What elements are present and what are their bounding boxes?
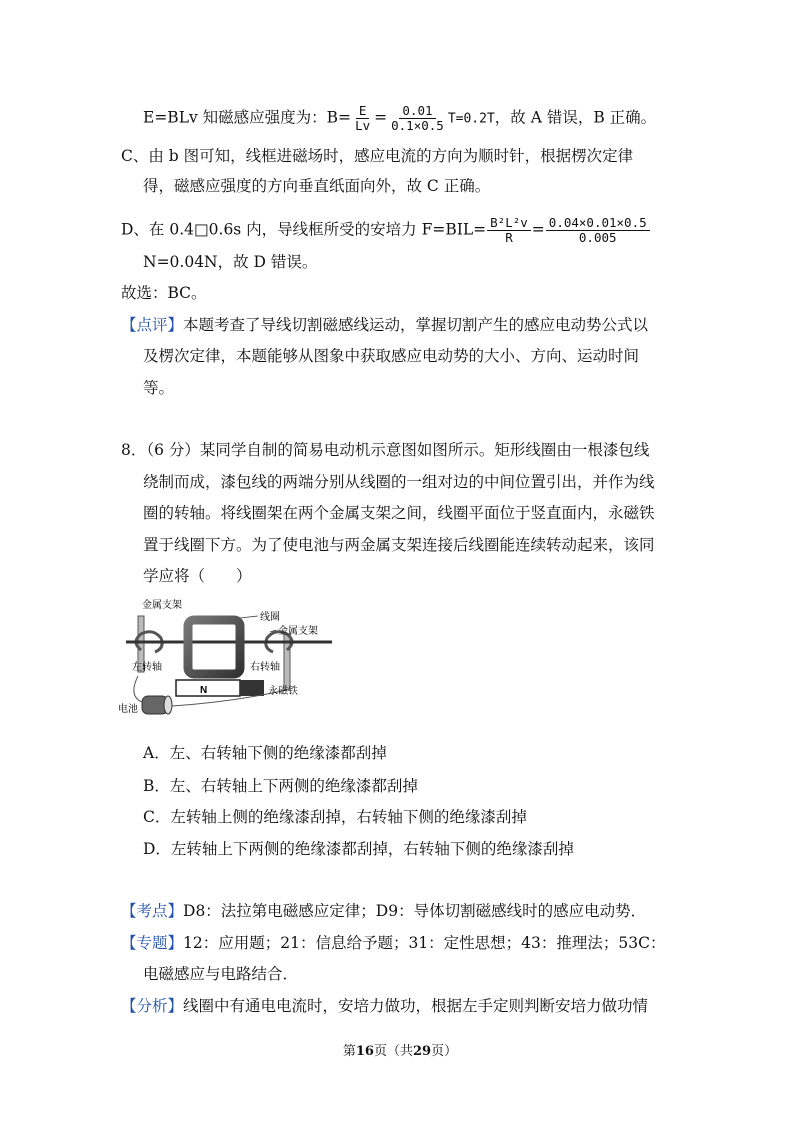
question-8-line-1: 8．（6 分）某同学自制的简易电动机示意图如图所示。矩形线圈由一根漆包线 <box>121 441 650 459</box>
page-number: 16 <box>355 1044 374 1059</box>
comment-tag: 【点评】 <box>121 316 184 334</box>
magnet-pole-label: N <box>200 685 208 696</box>
question-8-line-5: 学应将（ ） <box>143 567 252 585</box>
coil <box>188 620 240 674</box>
label-coil: 线圈 <box>260 612 280 623</box>
comment-line-2: 及楞次定律，本题能够从图象中获取感应电动势的大小、方向、运动时间 <box>143 347 640 365</box>
solution-line-d: D、在 0.4□0.6s 内，导线框所受的安培力 F=BIL= $\frac{\text{B²L²v}}{R}$ = $\frac{0.04\times 0.01\times 0.5}{0.005}$ <box>121 216 651 245</box>
label-right-axle: 右转轴 <box>250 662 280 673</box>
comment-line-3: 等。 <box>143 379 175 397</box>
option-c: C．左转轴上侧的绝缘漆刮掉，右转轴下侧的绝缘漆刮掉 <box>143 808 527 826</box>
zhuanti-line-1: 【专题】12：应用题；21：信息给予题；31：定性思想；43：推理法；53C： <box>121 934 666 952</box>
question-8-line-4: 置于线圈下方。为了使电池与两金属支架连接后线圈能连续转动起来，该同 <box>143 536 655 554</box>
question-8-line-2: 绕制而成，漆包线的两端分别从线圈的一组对边的中间位置引出，并作为线 <box>143 473 655 491</box>
zhuanti-tag: 【专题】 <box>121 934 184 952</box>
label-left-axle: 左转轴 <box>132 662 162 673</box>
page-footer: 第16页（共29页） <box>342 1044 458 1059</box>
solution-line-c1: C、由 b 图可知，线框进磁场时，感应电流的方向为顺时针，根据楞次定律 <box>121 147 634 165</box>
fraction-force: $\frac{\text{B²L²v}}{R}$ <box>487 216 531 245</box>
magnet-dark-part <box>240 680 264 696</box>
label-battery: 电池 <box>118 704 138 715</box>
fraction-force-numeric: $\frac{0.04\times 0.01\times 0.5}{0.005}$ <box>546 216 650 245</box>
solution-line-b: E=BLv 知磁感应强度为：B= $\frac{E}{Lv}$ = $\frac{0.01}{0.1\times 0.5}$ T=0.2T，故 A 错误，B 正确。 <box>143 103 657 133</box>
line-prefix: E=BLv 知磁感应强度为：B= <box>143 108 352 127</box>
fraction-e-over-lv: $\frac{E}{Lv}$ <box>355 103 371 133</box>
label-bracket-left: 金属支架 <box>142 600 182 611</box>
leader-coil <box>240 616 258 618</box>
fenxi-tag: 【分析】 <box>121 997 184 1015</box>
option-a: A．左、右转轴下侧的绝缘漆都刮掉 <box>143 744 387 762</box>
answer-line: 故选：BC。 <box>121 284 207 302</box>
result: T=0.2T <box>447 111 495 127</box>
kaodian-line: 【考点】D8：法拉第电磁感应定律；D9：导体切割磁感线时的感应电动势． <box>121 902 647 920</box>
fraction-numeric: $\frac{0.01}{0.1\times 0.5}$ <box>391 103 444 133</box>
zhuanti-line-2: 电磁感应与电路结合． <box>143 965 299 983</box>
motor-diagram <box>118 598 338 722</box>
label-bracket-right: 金属支架 <box>278 626 318 637</box>
option-d: D．左转轴上下两侧的绝缘漆都刮掉，右转轴下侧的绝缘漆刮掉 <box>143 840 574 858</box>
kaodian-tag: 【考点】 <box>121 902 184 920</box>
comment-line-1: 【点评】本题考查了导线切割磁感线运动，掌握切割产生的感应电动势公式以 <box>121 316 649 334</box>
fenxi-line: 【分析】线圈中有通电电流时，安培力做功，根据左手定则判断安培力做功情 <box>121 997 649 1015</box>
label-magnet: 永磁铁 <box>268 686 298 697</box>
solution-line-c2: 得，磁感应强度的方向垂直纸面向外，故 C 正确。 <box>143 177 491 195</box>
battery-end <box>164 696 172 714</box>
option-b: B．左、右转轴上下两侧的绝缘漆都刮掉 <box>143 777 418 795</box>
page-total: 29 <box>413 1044 432 1059</box>
question-8-line-3: 圈的转轴。将线圈架在两个金属支架之间，线圈平面位于竖直面内，永磁铁 <box>143 504 655 522</box>
solution-line-d2: N=0.04N，故 D 错误。 <box>143 253 318 271</box>
magnet-body <box>176 680 240 696</box>
